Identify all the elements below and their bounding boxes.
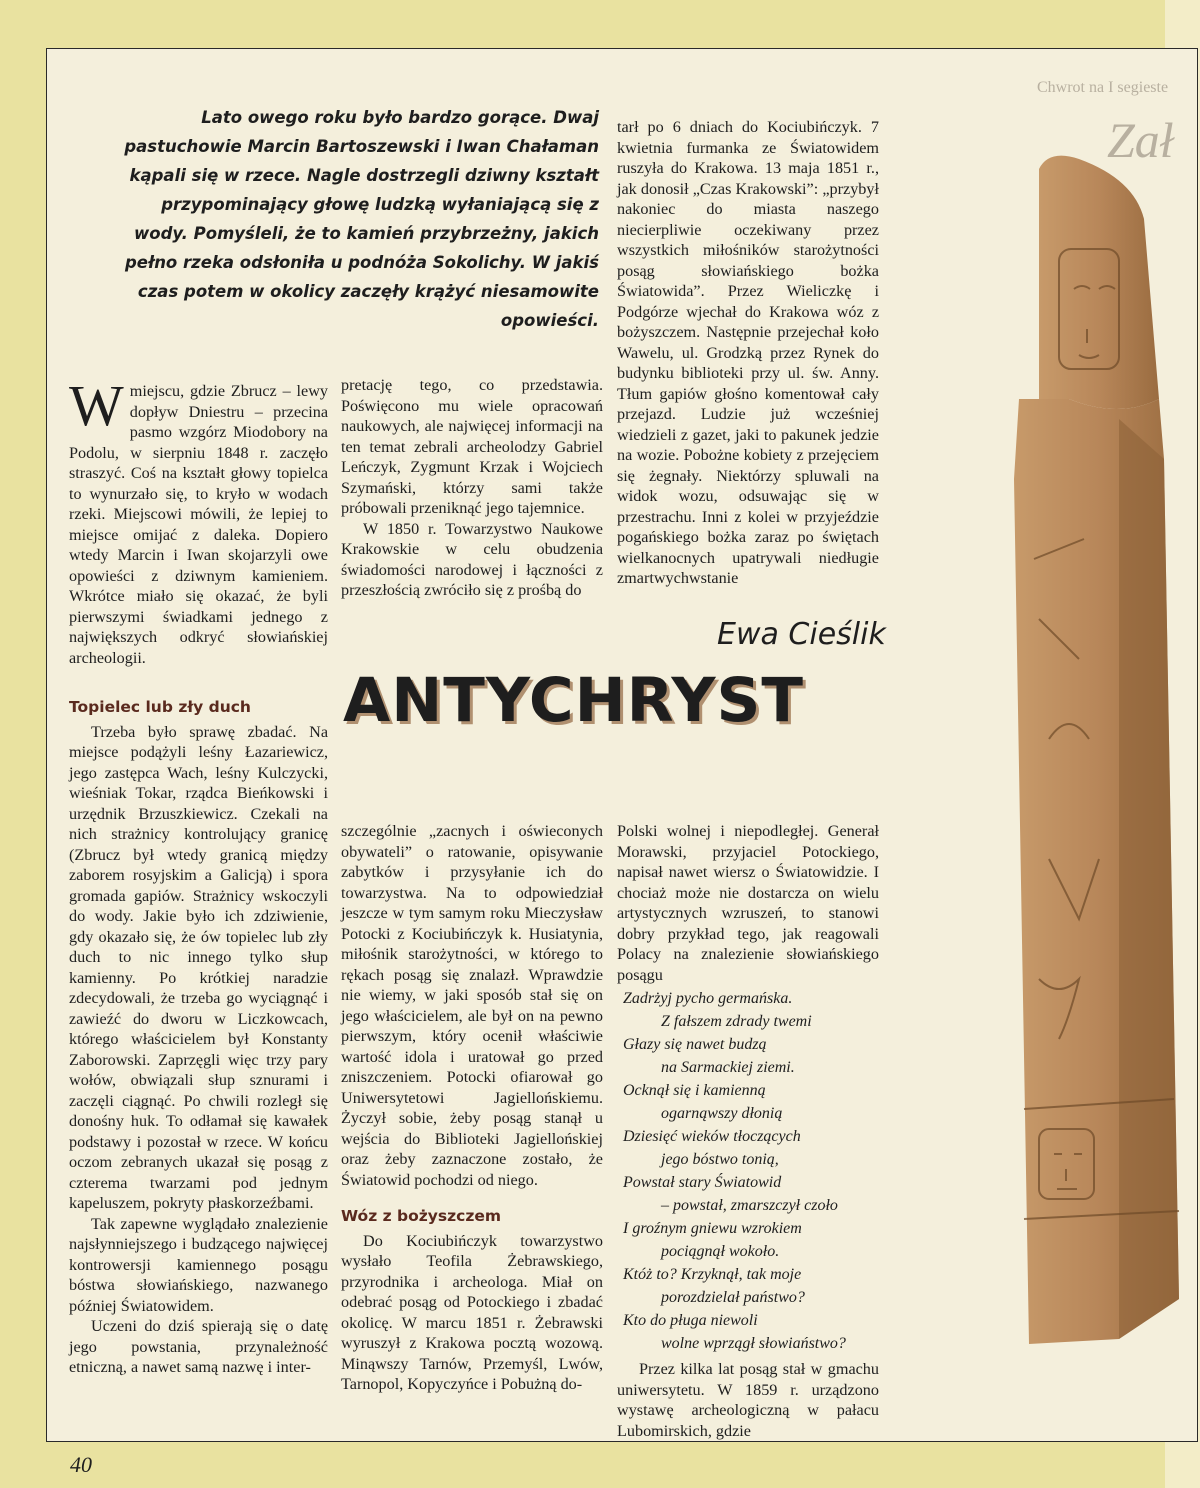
- drop-cap: W: [69, 373, 124, 438]
- poem-line: Ocknął się i kamienną: [623, 1082, 766, 1099]
- poem-line: Zadrżyj pycho germańska.: [623, 990, 793, 1007]
- column-1-top: [69, 373, 328, 668]
- poem-line: wolne wprzągł słowiaństwo?: [661, 1335, 846, 1352]
- poem-line: Kto do pługa niewoli: [623, 1312, 758, 1329]
- paragraph: W 1850 r. Towarzystwo Naukowe Krakowskie w celu obudzenia świadomości narodowej i łączności z przeszłością zwróciło się z prośbą do: [341, 519, 603, 599]
- poem-line: Dziesięć wieków tłoczących: [623, 1128, 801, 1145]
- poem-line: porozdzielał państwo?: [661, 1289, 805, 1306]
- article-page: [46, 48, 1198, 1442]
- poem-line: jego bóstwo tonią,: [661, 1151, 779, 1168]
- column-2-top: [341, 375, 603, 601]
- subheading-topielec: Topielec lub zły duch: [69, 698, 251, 716]
- author-name: Ewa Cieślik: [717, 617, 886, 652]
- poem: [617, 987, 879, 1355]
- poem-line: Powstał stary Światowid: [623, 1174, 782, 1191]
- paragraph: pretację tego, co przedstawia. Poświęcono mu wiele opracowań naukowych, ale najwięcej informacji na ten temat zebrali archeolodzy Gabriel Leńczyk, Zygmunt Krzak i Wojciech Szymański, którzy sami także próbowali przeniknąć jego tajemnice.: [341, 376, 603, 517]
- headline: ANTYCHRYST: [343, 665, 805, 736]
- column-3-top: [617, 117, 879, 589]
- paragraph: Tak zapewne wyglądało znalezienie najsłynniejszego i budzącego najwięcej kontrowersji kamiennego posągu bóstwa słowiańskiego, nazwanego później Światowidem.: [69, 1214, 328, 1315]
- poem-line: ogarnąwszy dłonią: [661, 1105, 783, 1122]
- paragraph: Uczeni do dziś spierają się o datę jego powstania, przynależność etniczną, a nawet samą nazwę i inter-: [69, 1317, 328, 1376]
- poem-line: pociągnął wokoło.: [661, 1243, 780, 1260]
- paragraph: miejscu, gdzie Zbrucz – lewy dopływ Dniestru – przecina pasmo wzgórz Miodobory na Podolu, w sierpniu 1848 r. zaczęło straszyć. Coś na kształt głowy topielca to wynurzało się, to kryło w wodach rzeki. Miejscowi mówili, że lepiej to miejsce omijać z daleka. Dopiero wtedy Marcin i Iwan skojarzyli owe opowieści z dziwnym kamieniem. Wkrótce miało się okazać, że byli pierwszymi świadkami jednego z największych odkryć słowiańskiej archeologii.: [69, 382, 328, 667]
- poem-line: I groźnym gniewu wzrokiem: [623, 1220, 802, 1237]
- paragraph: Przez kilka lat posąg stał w gmachu uniwersytetu. W 1859 r. urządzono wystawę archeologiczną w pałacu Lubomirskich, gdzie: [617, 1360, 879, 1440]
- bleed-text: Zał: [1107, 112, 1174, 168]
- page-number: 40: [70, 1452, 92, 1477]
- subheading-woz: Wóz z bożyszczem: [341, 1207, 502, 1225]
- poem-line: – powstał, zmarszczył czoło: [661, 1197, 838, 1214]
- bleed-text: Chwrot na I segieste: [1037, 79, 1169, 96]
- paragraph: szczególnie „zacnych i oświeconych obywateli” o ratowanie, opisywanie zabytków i przysyłanie ich do towarzystwa. Na to odpowiedział jeszcze w tym samym roku Mieczysław Potocki z Kociubińczyk k. Husiatynia, miłośnik starożytności, w którego to rękach posąg się znalazł. Wprawdzie nie wiemy, w jaki sposób stał się on jego właścicielem, ale był on na pewno pierwszym, który ocenił właściwie wartość idola i uratował go przed zniszczeniem. Potocki ofiarował go Uniwersytetowi Jagiellońskiemu. Życzył sobie, żeby posąg stanął u wejścia do Biblioteki Jagiellońskiej oraz żeby zaznaczone zostało, że Światowid pochodzi od niego.: [341, 822, 603, 1189]
- column-2-bottom: [341, 821, 603, 1395]
- paragraph: Do Kociubińczyk towarzystwo wysłało Teofila Żebrawskiego, przyrodnika i archeologa. Miał on odebrać posąg od Potockiego i zbadać okolicę. W marcu 1851 r. Żebrawski wyruszył z Krakowa pocztą wozową. Minąwszy Tarnów, Przemyśl, Lwów, Tarnopol, Kopyczyńce i Pobużną do-: [341, 1231, 603, 1393]
- paragraph: Polski wolnej i niepodległej. Generał Morawski, przyjaciel Potockiego, napisał nawet wiersz o Światowidzie. I chociaż może nie dostarcza on wielu artystycznych wzruszeń, to stanowi dobry przykład tego, jak reagowali Polacy na znalezienie słowiańskiego posągu: [617, 822, 879, 984]
- paragraph: tarł po 6 dniach do Kociubińczyk. 7 kwietnia furmanka ze Światowidem ruszyła do Krakowa. 13 maja 1851 r., jak donosił „Czas Krakowski”: „przybył nakoniec do miasta naszego niecierpliwie oczekiwany przez wszystkich miłośników starożytności posąg słowiańskiego bożka Światowida”. Przez Wieliczkę i Podgórze wjechał do Krakowa wóz z bożyszczem. Następnie przejechał koło Wawelu, ul. Grodzką przez Rynek do budynku biblioteki przy ul. św. Anny. Tłum gapiów głośno komentował cały przejazd. Ludzie już wcześniej wiedzieli z gazet, jaki to pakunek jedzie na wozie. Pobożne kobiety z przejęciem się żegnały. Niektórzy spluwali na widok wozu, odsuwając się w przestrachu. Inni z kolei w przyjeździe pogańskiego bożka zaraz po świętach wielkanocnych upatrywali niedługie zmartwychwstanie: [617, 118, 879, 587]
- poem-line: Z fałszem zdrady twemi: [661, 1013, 812, 1030]
- lead-paragraph: Lato owego roku było bardzo gorące. Dwaj pastuchowie Marcin Bartoszewski i Iwan Chałaman kąpali się w rzece. Nagle dostrzegli dziwny kształt przypominający głowę ludzką wyłaniającą się z wody. Pomyśleli, że to kamień przybrzeżny, jakich pełno rzeka odsłoniła u podnóża Sokolichy. W jakiś czas potem w okolicy zaczęły krążyć niesamowite opowieści.: [124, 108, 599, 330]
- poem-line: na Sarmackiej ziemi.: [661, 1059, 795, 1076]
- poem-line: Któż to? Krzyknął, tak moje: [623, 1266, 802, 1283]
- paragraph: Trzeba było sprawę zbadać. Na miejsce podążyli leśny Łazariewicz, jego zastępca Wach, leśny Kulczycki, wieśniak Tokar, rządca Bieńkowski i urzędnik Brzuszkiewicz. Czekali na nich strażnicy kontrolujący granicę (Zbrucz był wtedy granicą między zaborem rosyjskim a Galicją) i spora gromada gapiów. Strażnicy wskoczyli do wody. Jakie było ich zdziwienie, gdy okazało się, że ów topielec lub zły duch to nic innego tylko słup kamienny. Po krótkiej naradzie zdecydowali, że trzeba go wyciągnąć i zawieźć do dworu w Liczkowcach, którego właścicielem był Konstanty Zaborowski. Zaprzęgli więc trzy pary wołów, obwiązali słup sznurami i zaczęli ciągnąć. Po chwili rozległ się donośny huk. To odłamał się kawałek podstawy i pozostał w rzece. W końcu oczom zebranych ukazał się posąg z czterema twarzami pod jednym kapeluszem, pokryty płaskorzeźbami.: [69, 722, 328, 1212]
- column-1-bottom: [69, 697, 328, 1378]
- column-3-bottom: [617, 821, 879, 1441]
- poem-line: Głazy się nawet budzą: [623, 1036, 767, 1053]
- swiatowid-statue-image: [919, 99, 1198, 1351]
